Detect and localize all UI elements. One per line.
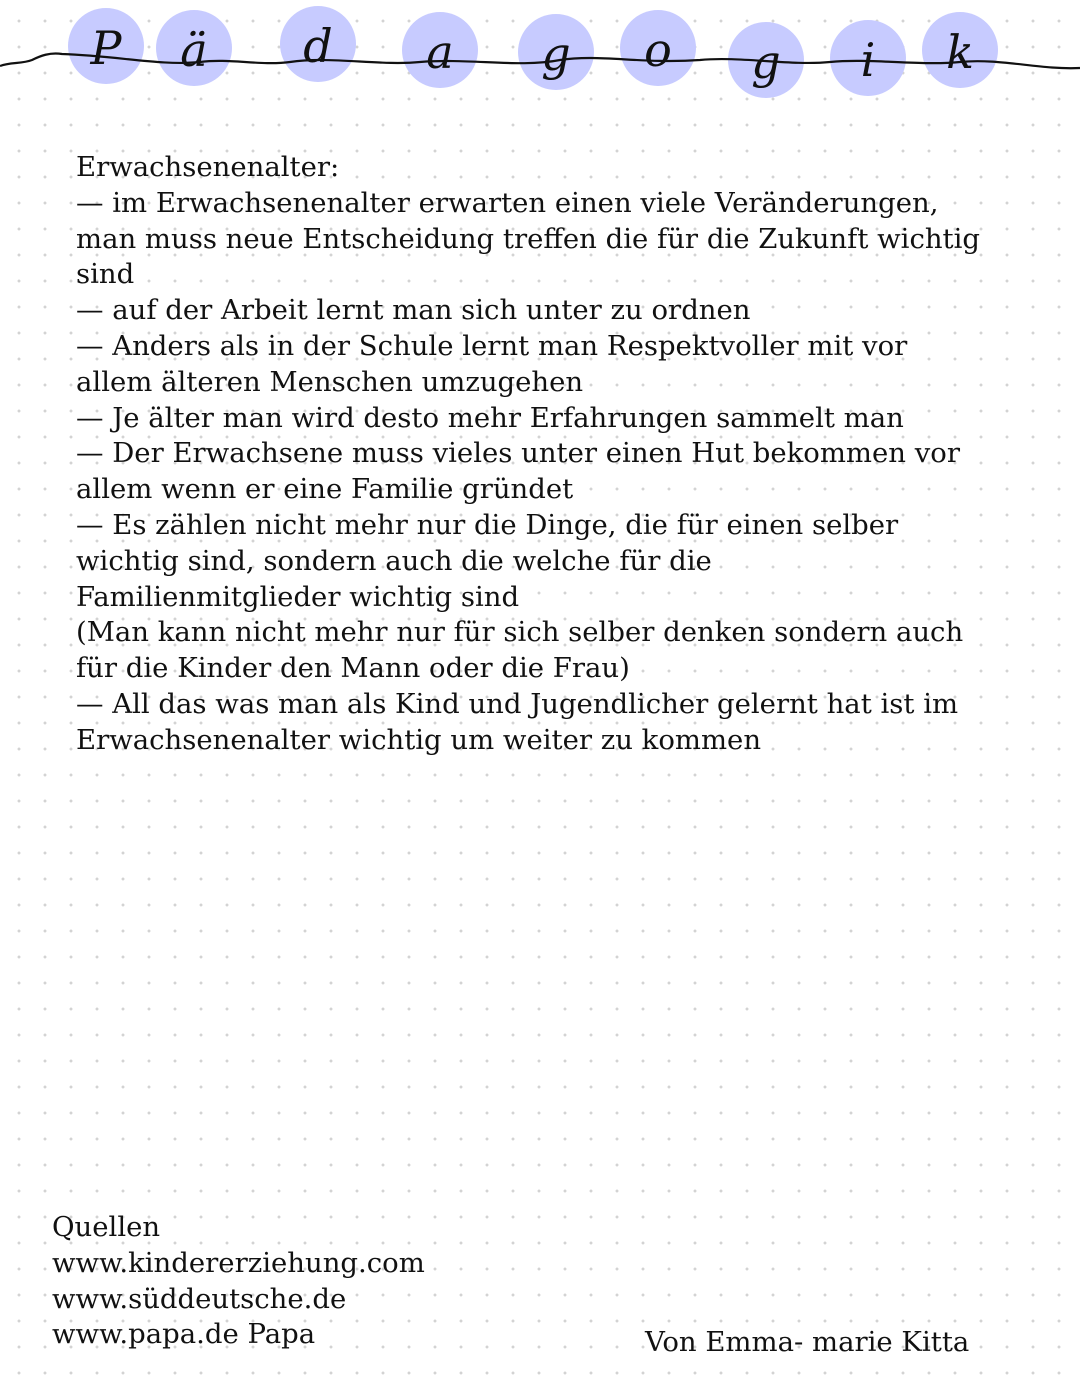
text-line: man muss neue Entscheidung treffen die für die Zukunft wichtig [76,222,981,255]
title-letter: d [303,19,333,73]
title-banner [0,0,1080,120]
title-letter: ä [180,23,208,77]
source-item: www.kindererziehung.com [52,1246,425,1279]
section-heading: Erwachsenenalter: [76,151,340,183]
text-lines [76,186,1036,759]
source-item: www.süddeutsche.de [52,1282,347,1315]
title-letter: i [860,33,876,87]
text-line: — Je älter man wird desto mehr Erfahrungen sammelt man [76,401,904,434]
title-letter: k [946,25,974,79]
text-line: — im Erwachsenenalter erwarten einen viele Veränderungen, [76,186,939,219]
text-line: (Man kann nicht mehr nur für sich selber denken sondern auch [76,616,964,649]
text-line: Erwachsenenalter wichtig um weiter zu kommen [76,723,762,756]
sources-heading: Quellen [52,1211,161,1243]
title-letter: a [426,25,454,79]
title-letter: P [90,21,122,75]
text-line: Familienmitglieder wichtig sind [76,580,520,613]
title-letter: g [751,35,781,89]
sources-list [52,1246,425,1353]
title-letter: g [541,27,571,81]
text-line: allem älteren Menschen umzugehen [76,365,584,398]
sources-block [52,1210,425,1353]
text-line: — All das was man als Kind und Jugendlicher gelernt hat ist im [76,687,959,720]
text-line: — auf der Arbeit lernt man sich unter zu ordnen [76,294,751,327]
author-line: Von Emma- marie Kitta [645,1326,970,1358]
text-line: sind [76,258,135,291]
text-line: — Anders als in der Schule lernt man Respektvoller mit vor [76,329,908,362]
text-line: — Es zählen nicht mehr nur die Dinge, die für einen selber [76,508,899,541]
title-letter: o [644,23,672,77]
page-title [0,0,1080,120]
main-text [76,150,1036,759]
text-line: — Der Erwachsene muss vieles unter einen Hut bekommen vor [76,437,960,470]
text-line: für die Kinder den Mann oder die Frau) [76,652,630,685]
text-line: wichtig sind, sondern auch die welche für die [76,544,712,577]
text-line: allem wenn er eine Familie gründet [76,473,574,506]
source-item: www.papa.de Papa [52,1318,316,1351]
